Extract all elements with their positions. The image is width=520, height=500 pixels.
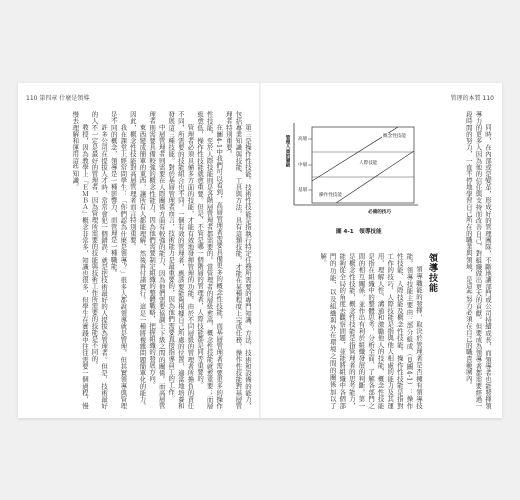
region-conceptual: 概念性技能 <box>383 134 406 139</box>
paragraph: 中層管理者則需要在人際關係方面有較強的能力，因為他們需要協調上下級之間的關係。而高層管理者則需要具備較強的概念性能力，因為他們需要制定組織的整體戰略，把握組織的發展方向。 <box>148 111 166 409</box>
x-axis-label: 必備的技巧 <box>368 210 391 215</box>
paragraph: 在圖4-1中我們可以看到，高層管理者需要具備更多的概念性技能，而基層管理者需要更多的操作性技能，至於人際技能則是各階層管理者都需要的。當管理者的層級愈高，概念性技能就愈重要；而層級愈低，操作性技能就愈重要。但是，不管是哪一個階層的管理者，人際技能都是同等重要的。 <box>196 111 224 409</box>
paragraph: 管理者必須具備多方面的技能，才能有效地發揮管理的功能。由於不同層級的管理者所擔負的責任不同，所需要的技能組合也不同。一個有效的管理者，應該要能夠根據自己所處的位置，適當地培養和發展這三種技能。對於基層管理者而言，技術能力是最重要的，因為他們需要直接指導員工的工作。 <box>167 111 195 409</box>
level-label-high: 高層 <box>298 137 308 142</box>
left-page-header: 110 第四章 什麼是領導 <box>26 95 90 102</box>
figure-leadership-skills <box>278 115 430 250</box>
left-page-body <box>30 111 252 409</box>
right-page-top-text <box>438 111 492 409</box>
level-label-mid: 中層 <box>298 163 308 168</box>
paragraph: 第三是操作性技能。技術性技能是指執行特定任務所需要的專門知識、方法、技術和設備的能力，包括專業知識與技能、工具與方法。具有這類技能，才能在某種程度上完成任務，操作性技能對基層管理者特別重要。 <box>224 111 252 409</box>
y-axis-label: 管理人員的層級 <box>285 135 290 168</box>
paragraph: 同時，在內部或是變革，形成好的管理團隊，不斷地讓部門或公司持續成長，而領導者也能發揮領導力的更多人因為他的信任與支持而改善自己，對組織做出更大的貢獻。但要成為領導者都需要經過一段時間的努力，一直不停地學習自己所在的職業與領域，是這些努力必須在自己的職責範圍內。 <box>464 111 492 409</box>
right-page-body <box>273 253 423 409</box>
book-spread <box>18 83 502 418</box>
figure-caption: 圖 4-1 領導技能 <box>336 229 382 235</box>
level-label-low: 基層 <box>298 188 308 193</box>
paragraph: 我在課堂上經常問學生：「你們認為什麼是領導？」很多人都說領導就是管理，但其實領導與管理是不同的概念，領導是一種影響力，而管理是一種職能。 <box>109 111 128 409</box>
section-title: 領導技能 <box>427 253 437 293</box>
page-gutter <box>259 83 261 418</box>
paragraph: 許多公司在提拔人才時，常常會犯一個錯誤，就是把技術最好的人提拔為管理者。但是，技術最好的人不一定是最好的管理者，因為管理所需要的技能與技術工作所需要的技能是不同的。 <box>90 111 109 409</box>
paragraph: 領導職能的發揮，取決於管理者是否擁有領導技能。領導技能主要由三部分組成（見圖4-1）：操作性技能、人際技能及概念性技能。操作性技能是指對工作的技巧，人際技能是指與他人相處的能力及其運用，理解人性、溝通和激勵他人的技能，概念性技能是指在組織中的整體思考，分析全面、了解各部門之間的相互關係，並作出有利於組織發展的判斷。第一是概念性技能，概念性技能是指管理者的思考能力，能夠從全局的角度去觀察問題，並能將組織中各個部門的功能，以及組織與外在環境之間的關係加以了解。 <box>319 253 423 409</box>
right-page-header: 管理的本質 110 <box>450 95 494 102</box>
region-technical: 操作性技能 <box>319 193 342 198</box>
paragraph: 教授，因為教學上『ＥＭＢＡ』概念非常多，知識也很多，但學生在實踐中往往需要一個過程，慢慢去理解和運用這些知識。 <box>71 111 89 409</box>
paragraph: 東西變成簡單的東西，讓所有人都能理解，然後再付諸實行。這是一種將複雜問題簡單化的能力。因此，概念性技能對高層管理者而言特別重要。 <box>128 111 147 409</box>
region-interpersonal: 人際技能 <box>359 161 378 166</box>
